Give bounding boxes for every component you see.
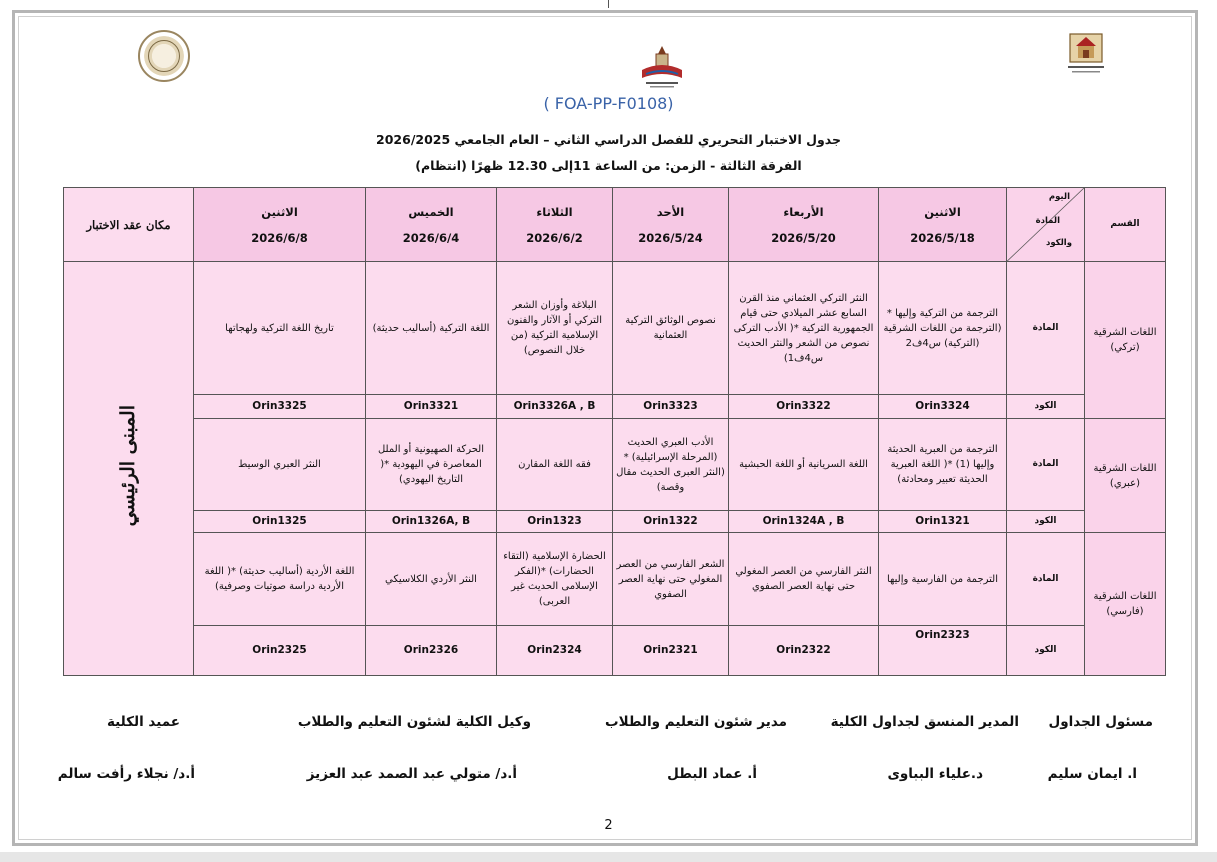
code-cell: Orin2326 bbox=[366, 625, 497, 675]
exam-place bbox=[64, 262, 194, 676]
day-header-6: الاثنين 2026/6/8 bbox=[194, 188, 366, 262]
sig-name-5: أ.د/ نجلاء رأفت سالم bbox=[57, 766, 195, 782]
code-cell: Orin1323 bbox=[497, 511, 613, 533]
sig-title-1: مسئول الجداول bbox=[1048, 714, 1153, 730]
day-header-5: الخميس 2026/6/4 bbox=[366, 188, 497, 262]
code-cell: Orin1321 bbox=[879, 511, 1007, 533]
corner-subject-label: المادة bbox=[1035, 216, 1060, 226]
code-cell: Orin3323 bbox=[613, 394, 729, 418]
row-label-code: الكود bbox=[1007, 511, 1085, 533]
row-label-subject: المادة bbox=[1007, 262, 1085, 395]
bottom-bar bbox=[0, 852, 1217, 862]
subject-cell: اللغة السريانية أو اللغة الحبشية bbox=[729, 418, 879, 510]
code-cell: Orin2324 bbox=[497, 625, 613, 675]
subject-cell: اللغة التركية (أساليب حديثة) bbox=[366, 262, 497, 395]
subject-cell: النثر العبري الوسيط bbox=[194, 418, 366, 510]
header-place: مكان عقد الاختبار bbox=[64, 188, 194, 262]
subject-cell: فقه اللغة المقارن bbox=[497, 418, 613, 510]
dept-persian: اللغات الشرقية (فارسي) bbox=[1085, 533, 1166, 676]
row-label-subject: المادة bbox=[1007, 533, 1085, 625]
dept-turkish: اللغات الشرقية (تركي) bbox=[1085, 262, 1166, 419]
subject-cell: البلاغة وأوزان الشعر التركي أو الآثار والفنون الإسلامية التركية (من خلال النصوص) bbox=[497, 262, 613, 395]
row-label-subject: المادة bbox=[1007, 418, 1085, 510]
subject-cell: تاريخ اللغة التركية ولهجاتها bbox=[194, 262, 366, 395]
sig-title-3: مدير شئون التعليم والطلاب bbox=[605, 714, 787, 730]
subject-cell: الحضارة الإسلامية (التقاء الحضارات) *(الفكر الإسلامى الحديث غير العربى) bbox=[497, 533, 613, 625]
dept-hebrew: اللغات الشرقية (عبري) bbox=[1085, 418, 1166, 532]
subject-cell: اللغة الأردية (أساليب حديثة) *( اللغة الأردية دراسة صوتيات وصرفية) bbox=[194, 533, 366, 625]
code-cell: Orin3322 bbox=[729, 394, 879, 418]
schedule-subtitle: الفرقة الثالثة - الزمن: من الساعة 11إلى 12.30 ظهرًا (انتظام) bbox=[415, 158, 802, 173]
day-header-4: الثلاثاء 2026/6/2 bbox=[497, 188, 613, 262]
header-corner bbox=[1007, 188, 1085, 262]
code-cell: Orin1326A, B bbox=[366, 511, 497, 533]
row-label-code: الكود bbox=[1007, 394, 1085, 418]
exam-schedule-table bbox=[63, 187, 1166, 676]
day-header-2: الأربعاء 2026/5/20 bbox=[729, 188, 879, 262]
code-cell: Orin3326A , B bbox=[497, 394, 613, 418]
sig-name-3: أ. عماد البطل bbox=[667, 766, 757, 782]
code-cell: Orin3324 bbox=[879, 394, 1007, 418]
subject-cell: الترجمة من العبرية الحديثة وإليها (1) *( اللغة العبرية الحديثة تعبير ومحادثة) bbox=[879, 418, 1007, 510]
sig-title-4: وكيل الكلية لشئون التعليم والطلاب bbox=[297, 714, 531, 730]
page-number: 2 bbox=[604, 818, 613, 833]
sig-title-5: عميد الكلية bbox=[106, 714, 180, 730]
code-cell: Orin2323 bbox=[879, 625, 1007, 675]
code-cell: Orin3321 bbox=[366, 394, 497, 418]
sig-name-2: د.علياء البباوى bbox=[887, 766, 983, 782]
form-code: ( FOA-PP-F0108) bbox=[543, 94, 674, 113]
day-header-3: الأحد 2026/5/24 bbox=[613, 188, 729, 262]
code-cell: Orin2321 bbox=[613, 625, 729, 675]
top-crop-mark bbox=[608, 0, 609, 8]
day-header-1: الاثنين 2026/5/18 bbox=[879, 188, 1007, 262]
faculty-seal-logo bbox=[138, 30, 190, 82]
subject-cell: النثر الفارسي من العصر المغولي حتى نهاية العصر الصفوي bbox=[729, 533, 879, 625]
subject-cell: الترجمة من التركية وإليها *(الترجمة من اللغات الشرقية (التركية) س4ف2 bbox=[879, 262, 1007, 395]
header-dept: القسم bbox=[1085, 188, 1166, 262]
corner-code-label: والكود bbox=[1045, 238, 1072, 248]
schedule-title: جدول الاختبار التحريري للفصل الدراسي الثاني – العام الجامعي 2026/2025 bbox=[376, 132, 841, 147]
cairo-university-logo bbox=[1066, 32, 1106, 76]
code-cell: Orin2325 bbox=[194, 625, 366, 675]
exam-place-text: المبنى الرئيسي bbox=[117, 405, 139, 527]
code-cell: Orin3325 bbox=[194, 394, 366, 418]
corner-day-label: اليوم bbox=[1048, 192, 1070, 202]
sig-title-2: المدير المنسق لجداول الكلية bbox=[830, 714, 1019, 730]
code-cell: Orin1322 bbox=[613, 511, 729, 533]
sig-name-1: ا. ايمان سليم bbox=[1047, 766, 1137, 782]
subject-cell: نصوص الوثائق التركية العثمانية bbox=[613, 262, 729, 395]
quality-unit-logo bbox=[638, 44, 686, 90]
subject-cell: النثر الأردي الكلاسيكي bbox=[366, 533, 497, 625]
subject-cell: النثر التركي العثماني منذ القرن السابع عشر الميلادي حتى قيام الجمهورية التركية *( الأدب التركى نصوص من الشعر والنثر الحديث س4ف1) bbox=[729, 262, 879, 395]
subject-cell: الترجمة من الفارسية وإليها bbox=[879, 533, 1007, 625]
code-cell: Orin1325 bbox=[194, 511, 366, 533]
row-label-code: الكود bbox=[1007, 625, 1085, 675]
subject-cell: الحركة الصهيونية أو الملل المعاصرة في اليهودية *( التاريخ اليهودي) bbox=[366, 418, 497, 510]
code-cell: Orin2322 bbox=[729, 625, 879, 675]
sig-name-4: أ.د/ متولي عبد الصمد عبد العزيز bbox=[306, 766, 517, 782]
subject-cell: الأدب العبري الحديث (المرحلة الإسرائيلية) *(النثر العبرى الحديث مقال وقصة) bbox=[613, 418, 729, 510]
subject-cell: الشعر الفارسي من العصر المغولي حتى نهاية العصر الصفوي bbox=[613, 533, 729, 625]
code-cell: Orin1324A , B bbox=[729, 511, 879, 533]
